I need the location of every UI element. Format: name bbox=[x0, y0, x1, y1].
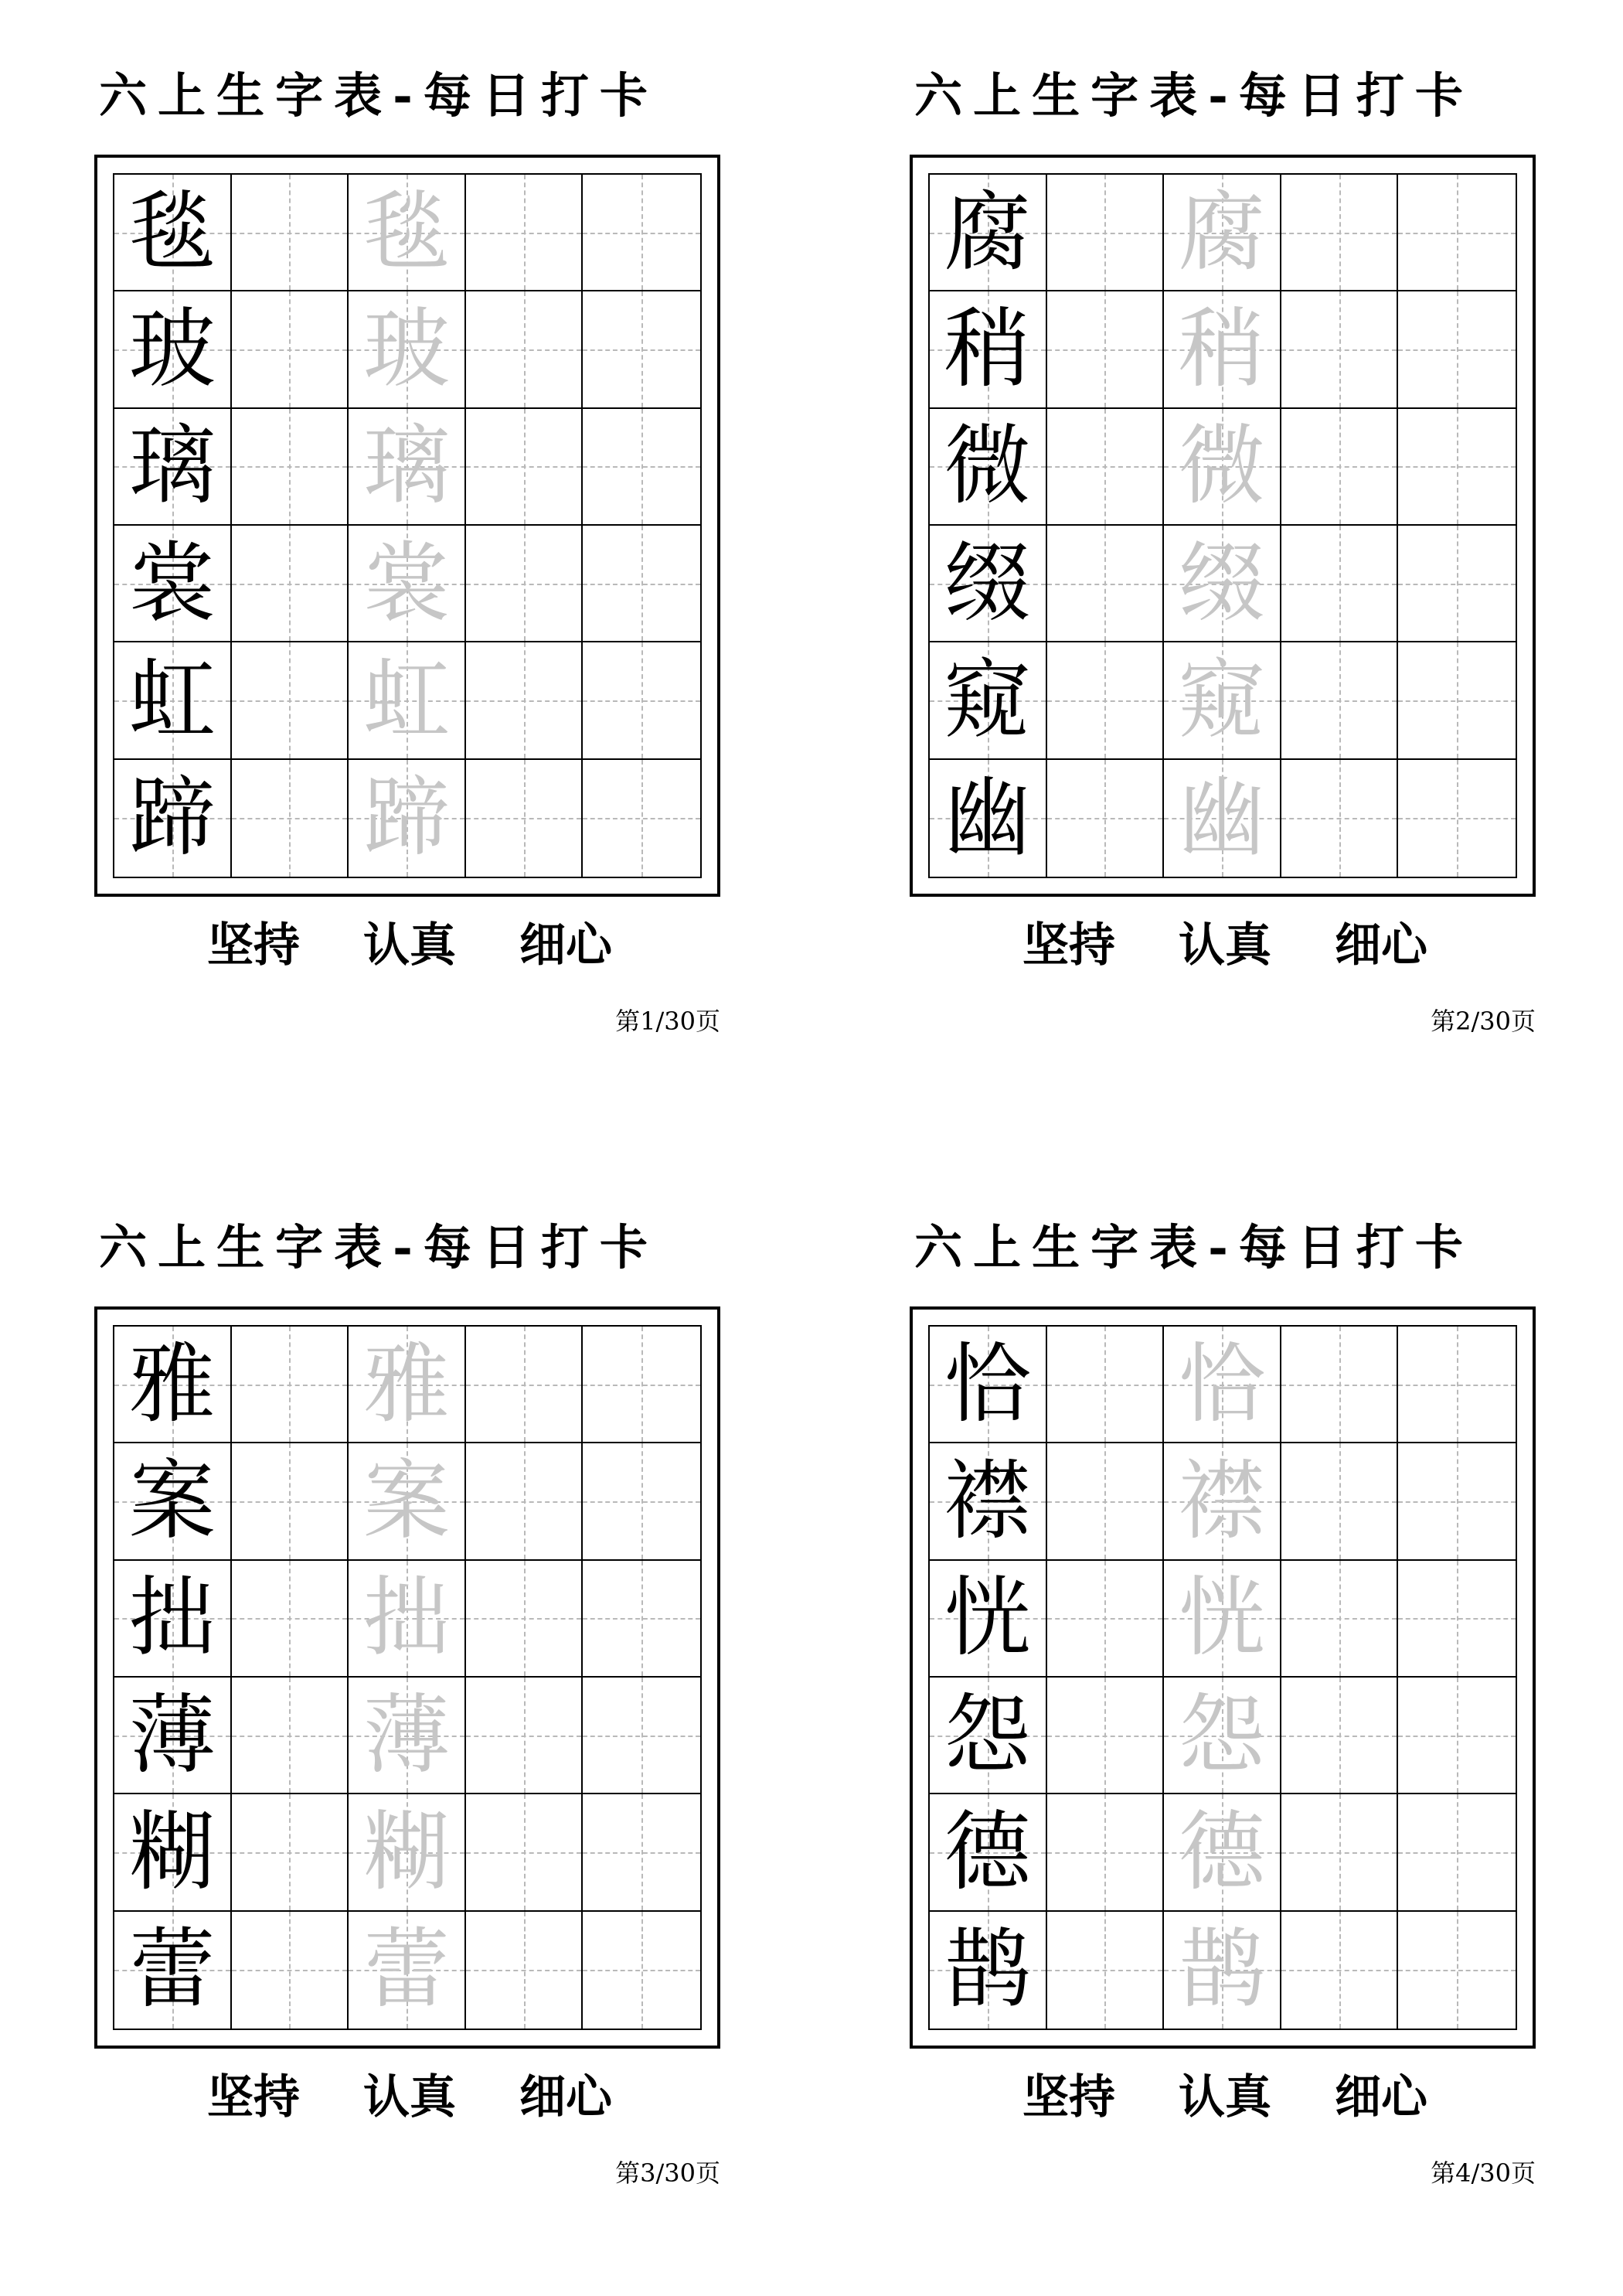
trace-character: 拙 bbox=[362, 1568, 450, 1669]
grid-cell bbox=[1281, 1561, 1399, 1678]
model-character: 德 bbox=[944, 1801, 1031, 1903]
grid-cell bbox=[349, 1912, 466, 2029]
sheet-title: 六上生字表-每日打卡 bbox=[914, 1219, 1474, 1276]
grid-cell bbox=[466, 175, 584, 291]
grid-cell bbox=[1047, 760, 1165, 877]
trace-character: 虹 bbox=[362, 649, 450, 751]
model-character: 玻 bbox=[128, 298, 216, 400]
grid-cell bbox=[232, 291, 349, 408]
grid-cell bbox=[583, 175, 700, 291]
grid-cell bbox=[930, 409, 1047, 526]
grid-cell bbox=[349, 1794, 466, 1911]
grid-cell bbox=[1281, 760, 1399, 877]
page-number: 第2/30页 bbox=[1431, 1007, 1536, 1036]
motto-word: 坚持 bbox=[1022, 918, 1115, 973]
grid-cell bbox=[1047, 1678, 1165, 1794]
grid-cell bbox=[114, 1443, 232, 1560]
grid-cell bbox=[114, 760, 232, 877]
trace-character: 蕾 bbox=[362, 1920, 450, 2021]
grid-cell bbox=[1398, 1912, 1516, 2029]
practice-grid-frame bbox=[94, 1306, 720, 2049]
grid-cell bbox=[1047, 1327, 1165, 1443]
motto-word: 坚持 bbox=[207, 918, 300, 973]
grid-cell bbox=[930, 1443, 1047, 1560]
trace-character: 窥 bbox=[1178, 649, 1265, 751]
grid-cell bbox=[232, 1327, 349, 1443]
trace-character: 雅 bbox=[362, 1334, 450, 1435]
model-character: 稍 bbox=[944, 298, 1031, 400]
trace-character: 糊 bbox=[362, 1801, 450, 1903]
grid-cell bbox=[1281, 1912, 1399, 2029]
grid-cell bbox=[1398, 526, 1516, 642]
sheet-title: 六上生字表-每日打卡 bbox=[99, 1219, 658, 1276]
grid-cell bbox=[1164, 409, 1281, 526]
model-character: 微 bbox=[944, 416, 1031, 517]
grid-cell bbox=[466, 1327, 584, 1443]
model-character: 襟 bbox=[944, 1450, 1031, 1552]
page-number: 第4/30页 bbox=[1431, 2158, 1536, 2188]
model-character: 虹 bbox=[128, 649, 216, 751]
grid-cell bbox=[114, 409, 232, 526]
grid-cell bbox=[1398, 1678, 1516, 1794]
trace-character: 恰 bbox=[1178, 1334, 1265, 1435]
grid-cell bbox=[466, 642, 584, 759]
grid-cell bbox=[1281, 642, 1399, 759]
grid-cell bbox=[1281, 1443, 1399, 1560]
motto-word: 认真 bbox=[1179, 2070, 1271, 2124]
motto-line bbox=[908, 911, 1542, 980]
grid-cell bbox=[1398, 642, 1516, 759]
trace-character: 怨 bbox=[1178, 1685, 1265, 1786]
grid-cell bbox=[349, 1443, 466, 1560]
grid-cell bbox=[930, 760, 1047, 877]
grid-cell bbox=[466, 526, 584, 642]
grid-cell bbox=[466, 1912, 584, 2029]
grid-cell bbox=[1281, 1678, 1399, 1794]
practice-grid-frame bbox=[910, 1306, 1536, 2049]
trace-character: 德 bbox=[1178, 1801, 1265, 1903]
grid-cell bbox=[114, 175, 232, 291]
grid-cell bbox=[1164, 175, 1281, 291]
worksheet-sheet bbox=[0, 0, 773, 1082]
model-character: 拙 bbox=[128, 1568, 216, 1669]
grid-cell bbox=[1164, 1443, 1281, 1560]
model-character: 鹊 bbox=[944, 1920, 1031, 2021]
trace-character: 案 bbox=[362, 1450, 450, 1552]
grid-cell bbox=[1398, 1561, 1516, 1678]
grid-cell bbox=[232, 409, 349, 526]
grid-cell bbox=[1164, 1794, 1281, 1911]
worksheet-sheet bbox=[0, 1152, 773, 2234]
grid-cell bbox=[583, 760, 700, 877]
model-character: 恰 bbox=[944, 1334, 1031, 1435]
grid-cell bbox=[1047, 1794, 1165, 1911]
practice-grid bbox=[928, 173, 1517, 878]
trace-character: 毯 bbox=[362, 182, 450, 283]
grid-cell bbox=[583, 526, 700, 642]
grid-cell bbox=[930, 642, 1047, 759]
grid-cell bbox=[1398, 1327, 1516, 1443]
grid-cell bbox=[114, 526, 232, 642]
grid-cell bbox=[1164, 526, 1281, 642]
motto-word: 细心 bbox=[519, 918, 612, 973]
grid-cell bbox=[114, 1561, 232, 1678]
grid-cell bbox=[232, 1912, 349, 2029]
grid-cell bbox=[114, 1678, 232, 1794]
model-character: 璃 bbox=[128, 416, 216, 517]
grid-cell bbox=[930, 1561, 1047, 1678]
motto-line bbox=[908, 2063, 1542, 2132]
model-character: 缀 bbox=[944, 533, 1031, 634]
grid-cell bbox=[232, 1443, 349, 1560]
grid-cell bbox=[1164, 1912, 1281, 2029]
grid-cell bbox=[1398, 760, 1516, 877]
grid-cell bbox=[1281, 409, 1399, 526]
grid-cell bbox=[583, 642, 700, 759]
motto-line bbox=[93, 2063, 726, 2132]
grid-cell bbox=[930, 1327, 1047, 1443]
motto-word: 坚持 bbox=[1022, 2070, 1115, 2124]
trace-character: 稍 bbox=[1178, 298, 1265, 400]
grid-cell bbox=[1398, 291, 1516, 408]
grid-cell bbox=[583, 1794, 700, 1911]
grid-cell bbox=[114, 642, 232, 759]
grid-cell bbox=[930, 1794, 1047, 1911]
page-number: 第3/30页 bbox=[615, 2158, 720, 2188]
practice-grid-frame bbox=[94, 155, 720, 897]
grid-cell bbox=[930, 526, 1047, 642]
trace-character: 裳 bbox=[362, 533, 450, 634]
page-number: 第1/30页 bbox=[615, 1007, 720, 1036]
model-character: 薄 bbox=[128, 1685, 216, 1786]
grid-cell bbox=[466, 409, 584, 526]
model-character: 裳 bbox=[128, 533, 216, 634]
motto-word: 细心 bbox=[1335, 918, 1427, 973]
grid-cell bbox=[583, 1327, 700, 1443]
worksheet-sheet bbox=[815, 1152, 1588, 2234]
grid-cell bbox=[1047, 175, 1165, 291]
motto-line bbox=[93, 911, 726, 980]
grid-cell bbox=[930, 1912, 1047, 2029]
grid-cell bbox=[583, 1561, 700, 1678]
motto-word: 认真 bbox=[363, 918, 456, 973]
grid-cell bbox=[1047, 1443, 1165, 1560]
grid-cell bbox=[930, 1678, 1047, 1794]
grid-cell bbox=[114, 1327, 232, 1443]
motto-word: 坚持 bbox=[207, 2070, 300, 2124]
model-character: 幽 bbox=[944, 768, 1031, 869]
grid-cell bbox=[114, 1912, 232, 2029]
grid-cell bbox=[1164, 1561, 1281, 1678]
grid-cell bbox=[349, 760, 466, 877]
trace-character: 幽 bbox=[1178, 768, 1265, 869]
grid-cell bbox=[1164, 291, 1281, 408]
motto-word: 认真 bbox=[1179, 918, 1271, 973]
model-character: 蕾 bbox=[128, 1920, 216, 2021]
grid-cell bbox=[583, 291, 700, 408]
grid-cell bbox=[1047, 1561, 1165, 1678]
grid-cell bbox=[114, 1794, 232, 1911]
grid-cell bbox=[583, 1912, 700, 2029]
grid-cell bbox=[349, 526, 466, 642]
grid-cell bbox=[930, 175, 1047, 291]
model-character: 毯 bbox=[128, 182, 216, 283]
grid-cell bbox=[349, 409, 466, 526]
grid-cell bbox=[466, 1678, 584, 1794]
grid-cell bbox=[1281, 291, 1399, 408]
model-character: 雅 bbox=[128, 1334, 216, 1435]
motto-word: 认真 bbox=[363, 2070, 456, 2124]
trace-character: 恍 bbox=[1178, 1568, 1265, 1669]
grid-cell bbox=[1164, 760, 1281, 877]
model-character: 恍 bbox=[944, 1568, 1031, 1669]
grid-cell bbox=[349, 291, 466, 408]
grid-cell bbox=[583, 1678, 700, 1794]
practice-grid bbox=[928, 1325, 1517, 2030]
grid-cell bbox=[1398, 1443, 1516, 1560]
grid-cell bbox=[349, 1678, 466, 1794]
practice-grid-frame bbox=[910, 155, 1536, 897]
model-character: 蹄 bbox=[128, 768, 216, 869]
motto-word: 细心 bbox=[519, 2070, 612, 2124]
grid-cell bbox=[1047, 291, 1165, 408]
grid-cell bbox=[232, 1561, 349, 1678]
grid-cell bbox=[583, 1443, 700, 1560]
model-character: 糊 bbox=[128, 1801, 216, 1903]
trace-character: 玻 bbox=[362, 298, 450, 400]
grid-cell bbox=[466, 760, 584, 877]
grid-cell bbox=[466, 1443, 584, 1560]
grid-cell bbox=[1281, 1794, 1399, 1911]
grid-cell bbox=[349, 1327, 466, 1443]
sheet-title: 六上生字表-每日打卡 bbox=[914, 67, 1474, 124]
model-character: 窥 bbox=[944, 649, 1031, 751]
trace-character: 襟 bbox=[1178, 1450, 1265, 1552]
trace-character: 缀 bbox=[1178, 533, 1265, 634]
motto-word: 细心 bbox=[1335, 2070, 1427, 2124]
grid-cell bbox=[349, 642, 466, 759]
grid-cell bbox=[349, 1561, 466, 1678]
sheet-title: 六上生字表-每日打卡 bbox=[99, 67, 658, 124]
trace-character: 鹊 bbox=[1178, 1920, 1265, 2021]
grid-cell bbox=[466, 1561, 584, 1678]
grid-cell bbox=[1047, 1912, 1165, 2029]
grid-cell bbox=[114, 291, 232, 408]
model-character: 怨 bbox=[944, 1685, 1031, 1786]
grid-cell bbox=[232, 760, 349, 877]
grid-cell bbox=[1047, 409, 1165, 526]
grid-cell bbox=[232, 1678, 349, 1794]
grid-cell bbox=[232, 1794, 349, 1911]
model-character: 腐 bbox=[944, 182, 1031, 283]
grid-cell bbox=[1281, 1327, 1399, 1443]
trace-character: 璃 bbox=[362, 416, 450, 517]
grid-cell bbox=[232, 175, 349, 291]
trace-character: 微 bbox=[1178, 416, 1265, 517]
trace-character: 蹄 bbox=[362, 768, 450, 869]
grid-cell bbox=[232, 642, 349, 759]
grid-cell bbox=[1398, 175, 1516, 291]
grid-cell bbox=[1047, 526, 1165, 642]
worksheet-sheet bbox=[815, 0, 1588, 1082]
grid-cell bbox=[1047, 642, 1165, 759]
trace-character: 薄 bbox=[362, 1685, 450, 1786]
grid-cell bbox=[930, 291, 1047, 408]
trace-character: 腐 bbox=[1178, 182, 1265, 283]
grid-cell bbox=[1398, 409, 1516, 526]
grid-cell bbox=[1281, 175, 1399, 291]
model-character: 案 bbox=[128, 1450, 216, 1552]
practice-grid bbox=[113, 173, 702, 878]
grid-cell bbox=[1281, 526, 1399, 642]
grid-cell bbox=[1398, 1794, 1516, 1911]
grid-cell bbox=[466, 1794, 584, 1911]
grid-cell bbox=[232, 526, 349, 642]
grid-cell bbox=[466, 291, 584, 408]
grid-cell bbox=[1164, 1678, 1281, 1794]
grid-cell bbox=[349, 175, 466, 291]
grid-cell bbox=[1164, 642, 1281, 759]
grid-cell bbox=[583, 409, 700, 526]
grid-cell bbox=[1164, 1327, 1281, 1443]
practice-grid bbox=[113, 1325, 702, 2030]
